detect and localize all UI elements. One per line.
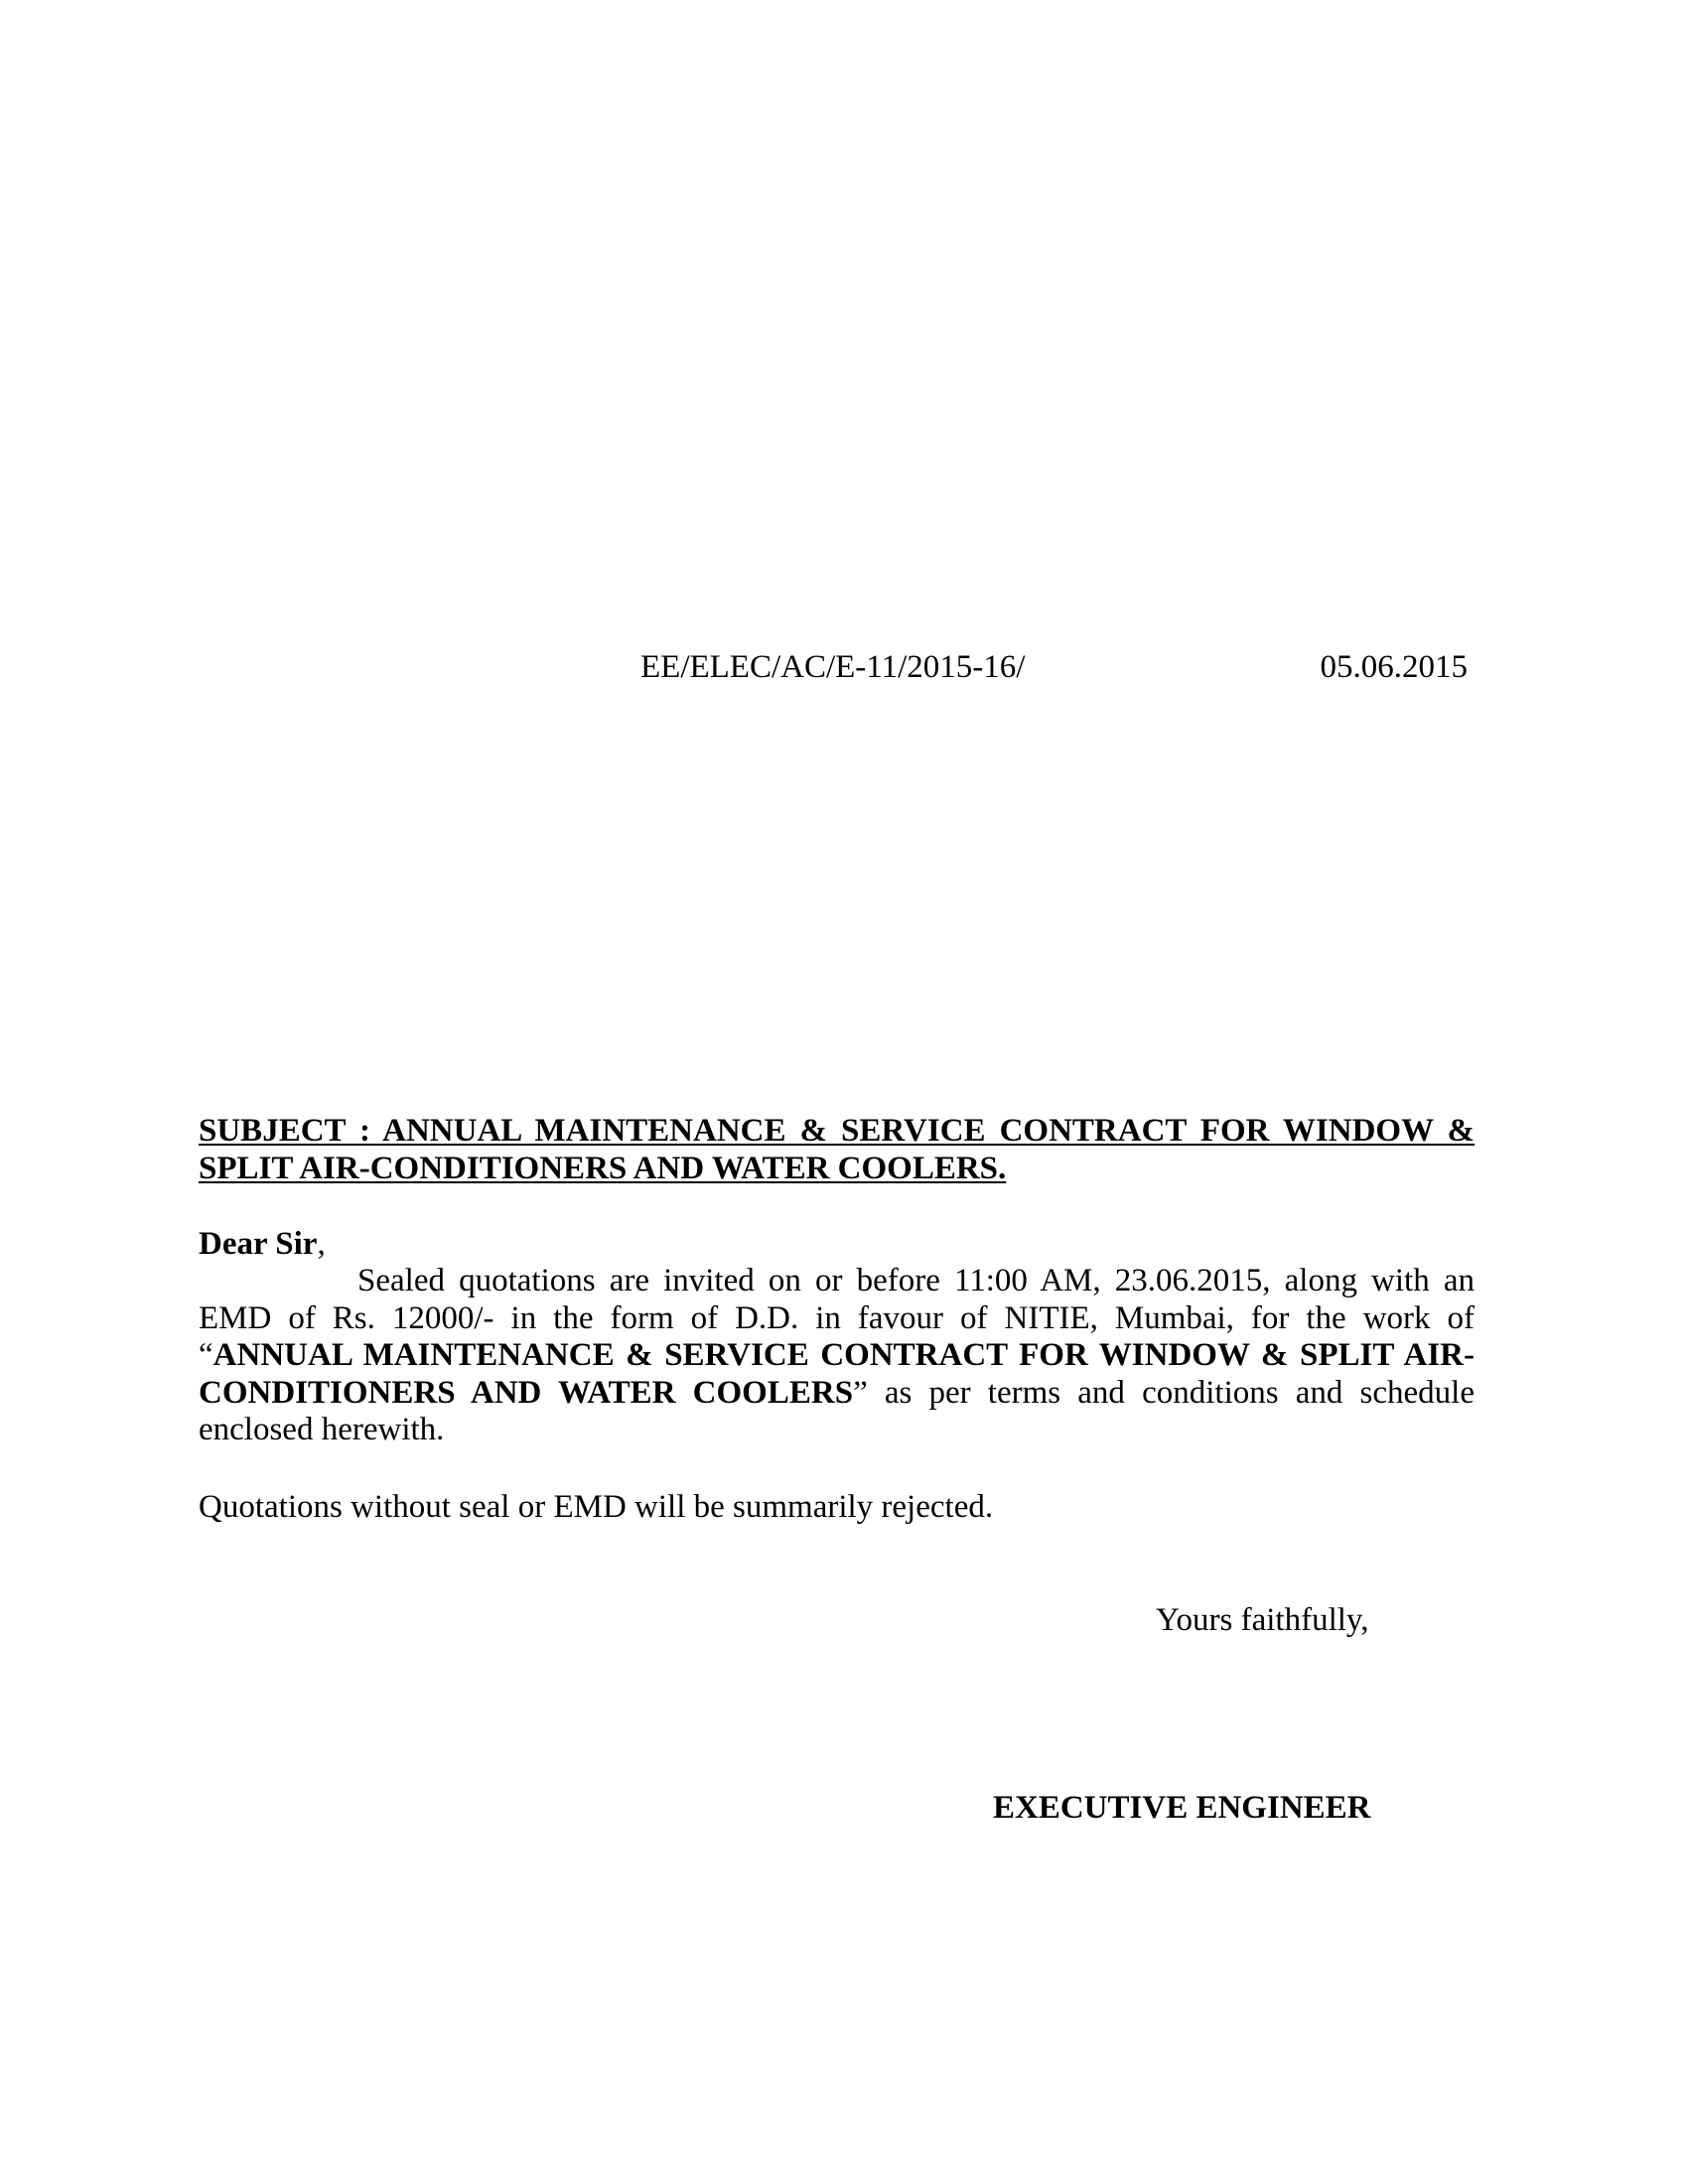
body-paragraph [199, 1263, 1475, 1449]
salutation-text: Dear Sir [199, 1226, 318, 1262]
signatory-title: EXECUTIVE ENGINEER [993, 1790, 1371, 1826]
salutation-punct: , [317, 1226, 326, 1262]
closing: Yours faithfully, [1156, 1602, 1369, 1638]
rejection-note: Quotations without seal or EMD will be summarily rejected. [199, 1489, 994, 1525]
letter-date: 05.06.2015 [1320, 649, 1468, 685]
salutation [199, 1226, 326, 1264]
body-text-part2: ” as per terms and conditions and schedule enclosed herewith. [199, 1374, 1475, 1447]
work-title: ANNUAL MAINTENANCE & SERVICE CONTRACT FOR WINDOW & SPLIT AIR-CONDITIONERS AND WATER COOLERS [199, 1337, 1475, 1411]
reference-number: EE/ELEC/AC/E-11/2015-16/ [640, 649, 1026, 685]
subject-line: SUBJECT : ANNUAL MAINTENANCE & SERVICE CONTRACT FOR WINDOW & SPLIT AIR-CONDITIONERS AND WATER COOLERS. [199, 1113, 1475, 1186]
body-text-part1: Sealed quotations are invited on or before 11:00 AM, 23.06.2015, along with an EMD of Rs. 12000/- in the form of D.D. in favour of NITIE, Mumbai, for the work of “ [199, 1263, 1475, 1373]
